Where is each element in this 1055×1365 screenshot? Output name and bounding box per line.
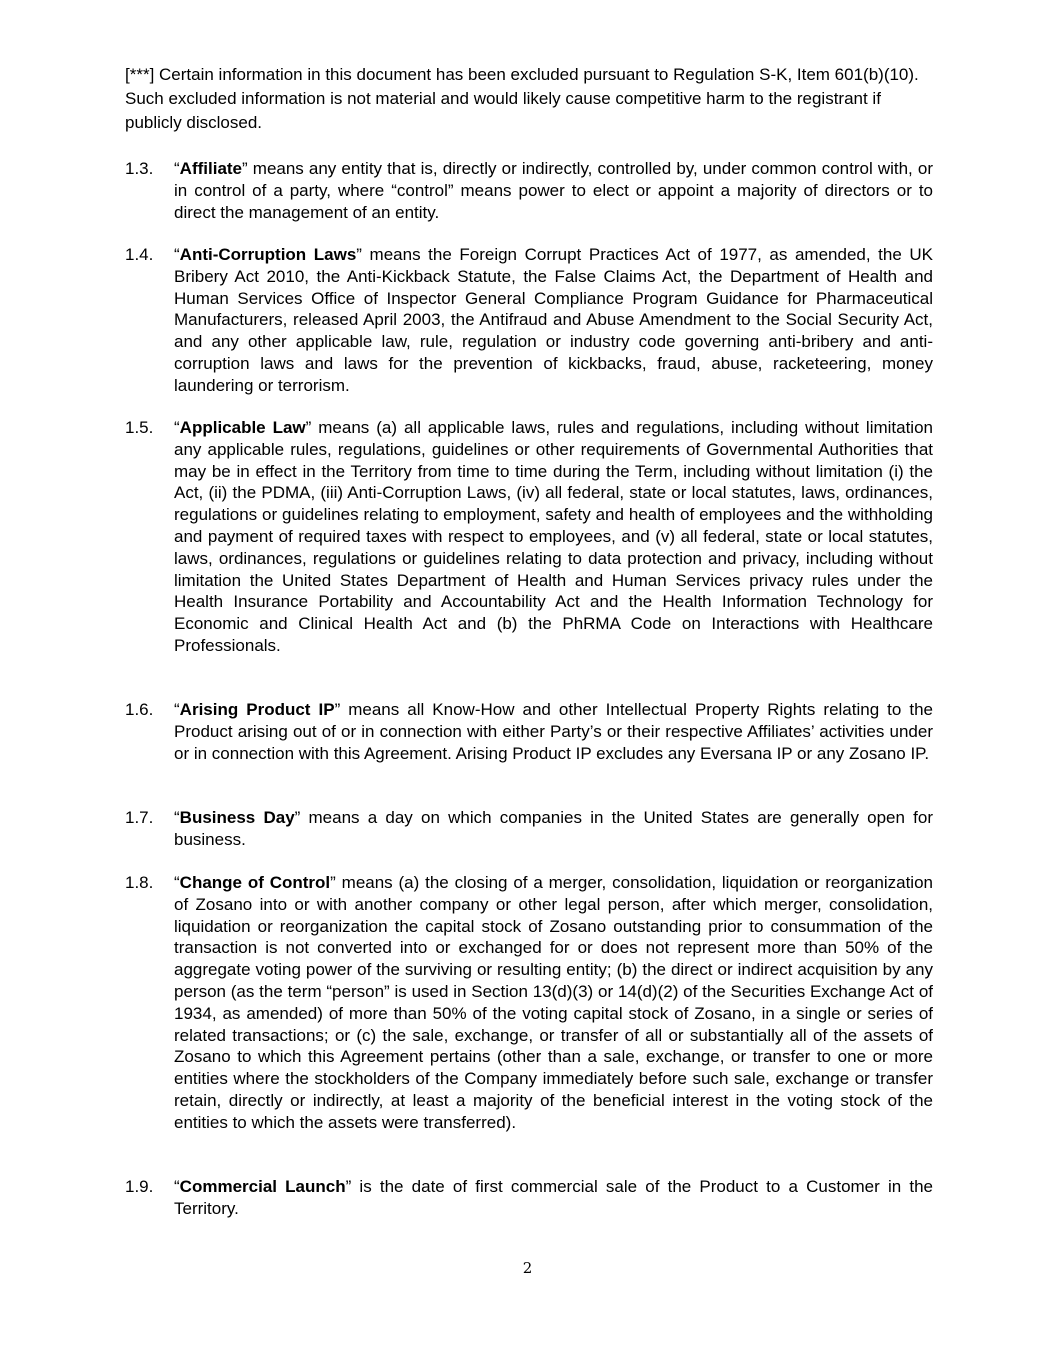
- defined-term: Applicable Law: [179, 418, 306, 437]
- definition-body: [174, 807, 933, 851]
- redaction-notice: [***] Certain information in this document has been excluded pursuant to Regulation S-K, Item 601(b)(10). Such excluded information is not material and would likely cause competitive harm to the registrant if publicly disclosed.: [125, 65, 919, 132]
- definition-text: ” means all Know-How and other Intellectual Property Rights relating to the Product arising out of or in connection with either Party’s or their respective Affiliates’ activities under or in connection with this Agreement. Arising Product IP excludes any Eversana IP or any Zosano IP.: [174, 700, 934, 763]
- definition-change-of-control: [125, 872, 933, 1134]
- section-number: 1.7.: [125, 808, 154, 827]
- section-number: 1.6.: [125, 700, 154, 719]
- open-quote: “: [174, 1177, 180, 1196]
- definition-body: [174, 158, 933, 223]
- defined-term: Anti-Corruption Laws: [179, 245, 357, 264]
- definition-body: [174, 699, 933, 764]
- page-number: 2: [522, 1259, 533, 1277]
- section-number: 1.4.: [125, 245, 154, 264]
- definition-body: [174, 1176, 933, 1220]
- open-quote: “: [174, 700, 180, 719]
- section-number: 1.8.: [125, 873, 154, 892]
- open-quote: “: [174, 245, 180, 264]
- definition-text: ” means the Foreign Corrupt Practices Act of 1977, as amended, the UK Bribery Act 2010, the Anti-Kickback Statute, the False Claims Act, the Department of Health and Human Services Office of Inspector General Compliance Program Guidance for Pharmaceutical Manufacturers, released April 2003, the Antifraud and Abuse Amendment to the Social Security Act, and any other applicable law, rule, regulation or industry code governing anti-bribery and anti-corruption laws and laws for the prevention of kickbacks, fraud, abuse, racketeering, money laundering or terrorism.: [174, 245, 933, 395]
- open-quote: “: [174, 873, 180, 892]
- definition-arising-product-ip: [125, 699, 933, 764]
- defined-term: Business Day: [179, 808, 295, 827]
- definition-text: ” means (a) the closing of a merger, consolidation, liquidation or reorganization of Zosano into or with another company or other legal person, after which merger, consolidation, liquidation or reorganization the capital stock of Zosano outstanding prior to consummation of the transaction is not converted into or exchanged for or does not represent more than 50% of the aggregate voting power of the surviving or resulting entity; (b) the direct or indirect acquisition by any person (as the term “person” is used in Section 13(d)(3) or 14(d)(2) of the Securities Exchange Act of 1934, as amended) of more than 50% of the voting capital stock of Zosano, in a single or series of related transactions; or (c) the sale, exchange, or transfer of all or substantially all of the assets of Zosano to which this Agreement pertains (other than a sale, exchange, or transfer to one or more entities where the stockholders of the Company immediately before such sale, exchange or transfer retain, directly or indirectly, at least a majority of the beneficial interest in the voting stock of the entities to which the assets were transferred).: [174, 873, 933, 1132]
- definition-applicable-law: [125, 417, 933, 657]
- defined-term: Commercial Launch: [179, 1177, 346, 1196]
- definition-business-day: [125, 807, 933, 851]
- definition-affiliate: [125, 158, 933, 223]
- definition-body: [174, 244, 933, 397]
- defined-term: Affiliate: [179, 159, 243, 178]
- definition-text: ” is the date of first commercial sale of the Product to a Customer in the Territory.: [174, 1177, 933, 1218]
- section-number: 1.5.: [125, 418, 154, 437]
- definition-text: ” means any entity that is, directly or indirectly, controlled by, under common control with, or in control of a party, where “control” means power to elect or appoint a majority of directors or to direct the management of an entity.: [174, 159, 933, 222]
- definition-anti-corruption-laws: [125, 244, 933, 397]
- definition-body: [174, 872, 933, 1134]
- open-quote: “: [174, 159, 180, 178]
- section-number: 1.3.: [125, 159, 154, 178]
- section-number: 1.9.: [125, 1177, 154, 1196]
- definition-body: [174, 417, 933, 657]
- open-quote: “: [174, 808, 180, 827]
- defined-term: Arising Product IP: [179, 700, 335, 719]
- defined-term: Change of Control: [179, 873, 331, 892]
- open-quote: “: [174, 418, 180, 437]
- definition-text: ” means (a) all applicable laws, rules and regulations, including without limitation any applicable rules, regulations, guidelines or other requirements of Governmental Authorities that may be in effect in the Territory from time to time during the Term, including without limitation (i) the Act, (ii) the PDMA, (iii) Anti-Corruption Laws, (iv) all federal, state or local statutes, laws, ordinances, regulations or guidelines relating to employment, safety and health of employees and the withholding and payment of required taxes with respect to employees, and (v) all federal, state or local statutes, laws, ordinances, regulations or guidelines relating to data protection and privacy, including without limitation the United States Department of Health and Human Services privacy rules under the Health Insurance Portability and Accountability Act and the Health Information Technology for Economic and Clinical Health Act and (b) the PhRMA Code on Interactions with Healthcare Professionals.: [174, 418, 933, 655]
- definition-commercial-launch: [125, 1176, 933, 1220]
- definition-text: ” means a day on which companies in the United States are generally open for business.: [174, 808, 934, 849]
